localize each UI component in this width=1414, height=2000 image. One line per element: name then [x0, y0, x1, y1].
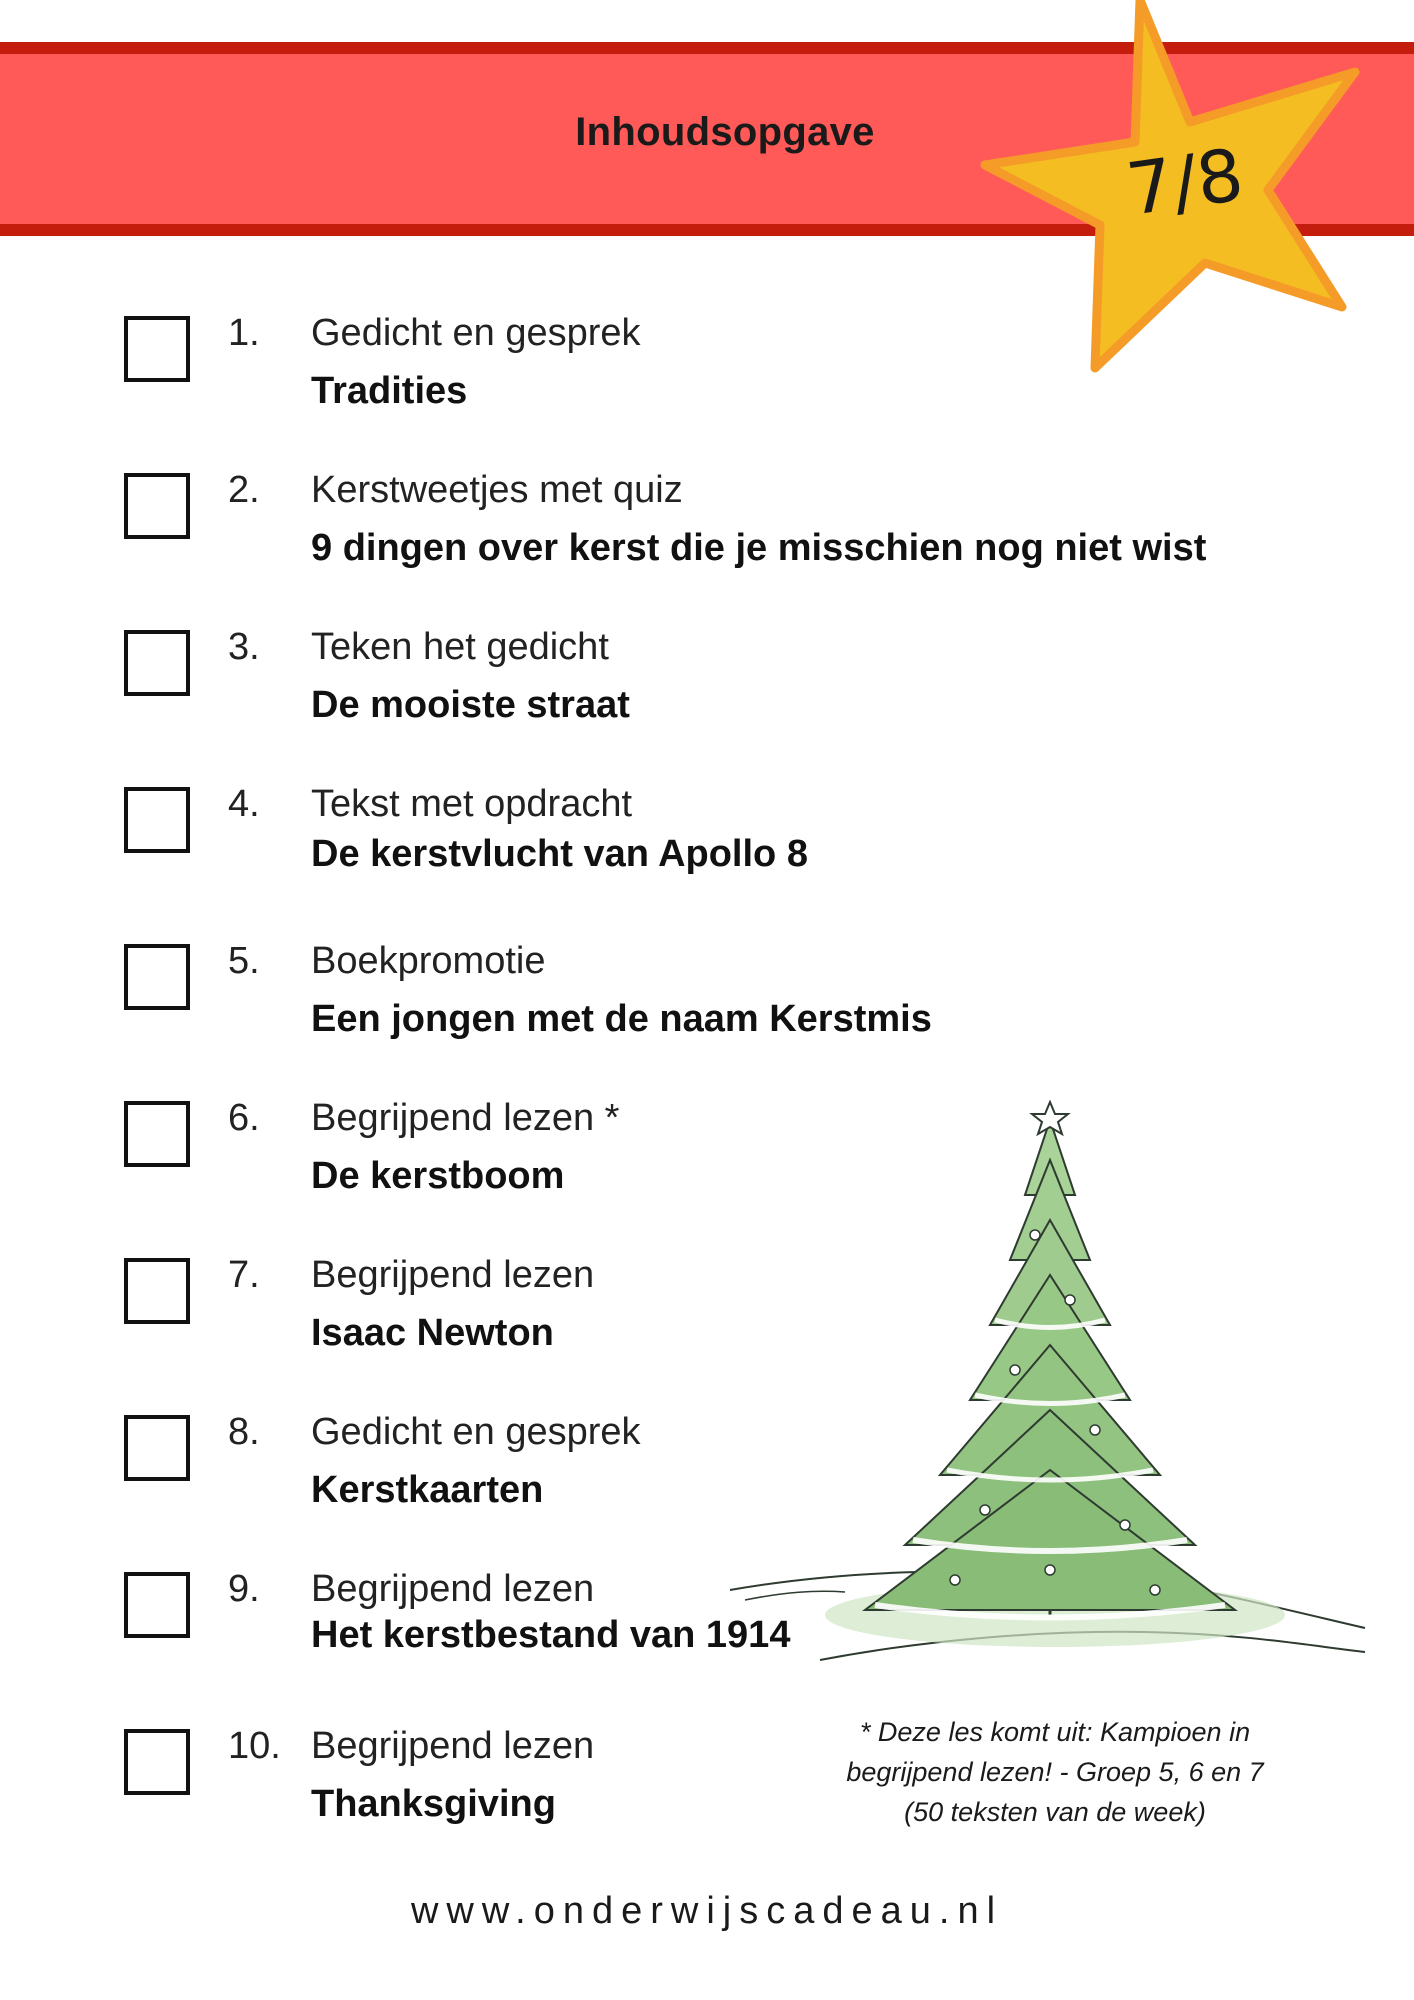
item-number: 9.	[228, 1568, 260, 1610]
item-title: De mooiste straat	[311, 684, 630, 726]
item-number: 4.	[228, 783, 260, 825]
item-number: 6.	[228, 1097, 260, 1139]
christmas-tree-icon	[725, 1100, 1375, 1680]
item-number: 7.	[228, 1254, 260, 1296]
item-number: 5.	[228, 940, 260, 982]
checkbox[interactable]	[124, 1101, 190, 1167]
checkbox[interactable]	[124, 1729, 190, 1795]
item-title: Een jongen met de naam Kerstmis	[311, 998, 932, 1040]
item-title: De kerstvlucht van Apollo 8	[311, 833, 808, 875]
toc-item-4	[0, 783, 1414, 913]
item-number: 10.	[228, 1725, 281, 1767]
toc-item-5	[0, 940, 1414, 1070]
item-category: Teken het gedicht	[311, 626, 609, 668]
footnote-line-2: begrijpend lezen! - Groep 5, 6 en 7	[846, 1757, 1264, 1787]
item-title: De kerstboom	[311, 1155, 565, 1197]
item-category: Boekpromotie	[311, 940, 546, 982]
item-number: 8.	[228, 1411, 260, 1453]
item-title: Thanksgiving	[311, 1783, 556, 1825]
checkbox[interactable]	[124, 1258, 190, 1324]
item-title: Het kerstbestand van 1914	[311, 1614, 791, 1656]
footnote-line-3: (50 teksten van de week)	[904, 1797, 1206, 1827]
toc-item-2	[0, 469, 1414, 599]
item-title: Tradities	[311, 370, 468, 412]
footnote-line-1: * Deze les komt uit: Kampioen in	[859, 1717, 1251, 1747]
page-title: Inhoudsopgave	[575, 110, 875, 154]
item-title: Isaac Newton	[311, 1312, 554, 1354]
item-category: Tekst met opdracht	[311, 783, 633, 825]
item-category: Kerstweetjes met quiz	[311, 469, 683, 511]
footnote	[820, 1712, 1290, 1832]
checkbox[interactable]	[124, 630, 190, 696]
item-number: 2.	[228, 469, 260, 511]
toc-item-3	[0, 626, 1414, 756]
grade-badge-label: 7/8	[1121, 132, 1249, 232]
toc-item-1	[0, 312, 1414, 442]
checkbox[interactable]	[124, 1415, 190, 1481]
checkbox[interactable]	[124, 316, 190, 382]
item-category: Begrijpend lezen	[311, 1725, 595, 1767]
item-number: 3.	[228, 626, 260, 668]
checkbox[interactable]	[124, 944, 190, 1010]
item-title: Kerstkaarten	[311, 1469, 544, 1511]
item-category: Gedicht en gesprek	[311, 312, 641, 354]
item-category: Begrijpend lezen *	[311, 1097, 620, 1139]
item-title: 9 dingen over kerst die je misschien nog niet wist	[311, 527, 1207, 569]
checkbox[interactable]	[124, 473, 190, 539]
item-category: Begrijpend lezen	[311, 1568, 595, 1610]
item-category: Gedicht en gesprek	[311, 1411, 641, 1453]
footer-url[interactable]: www.onderwijscadeau.nl	[410, 1890, 1004, 1932]
checkbox[interactable]	[124, 787, 190, 853]
item-number: 1.	[228, 312, 260, 354]
item-category: Begrijpend lezen	[311, 1254, 595, 1296]
checkbox[interactable]	[124, 1572, 190, 1638]
